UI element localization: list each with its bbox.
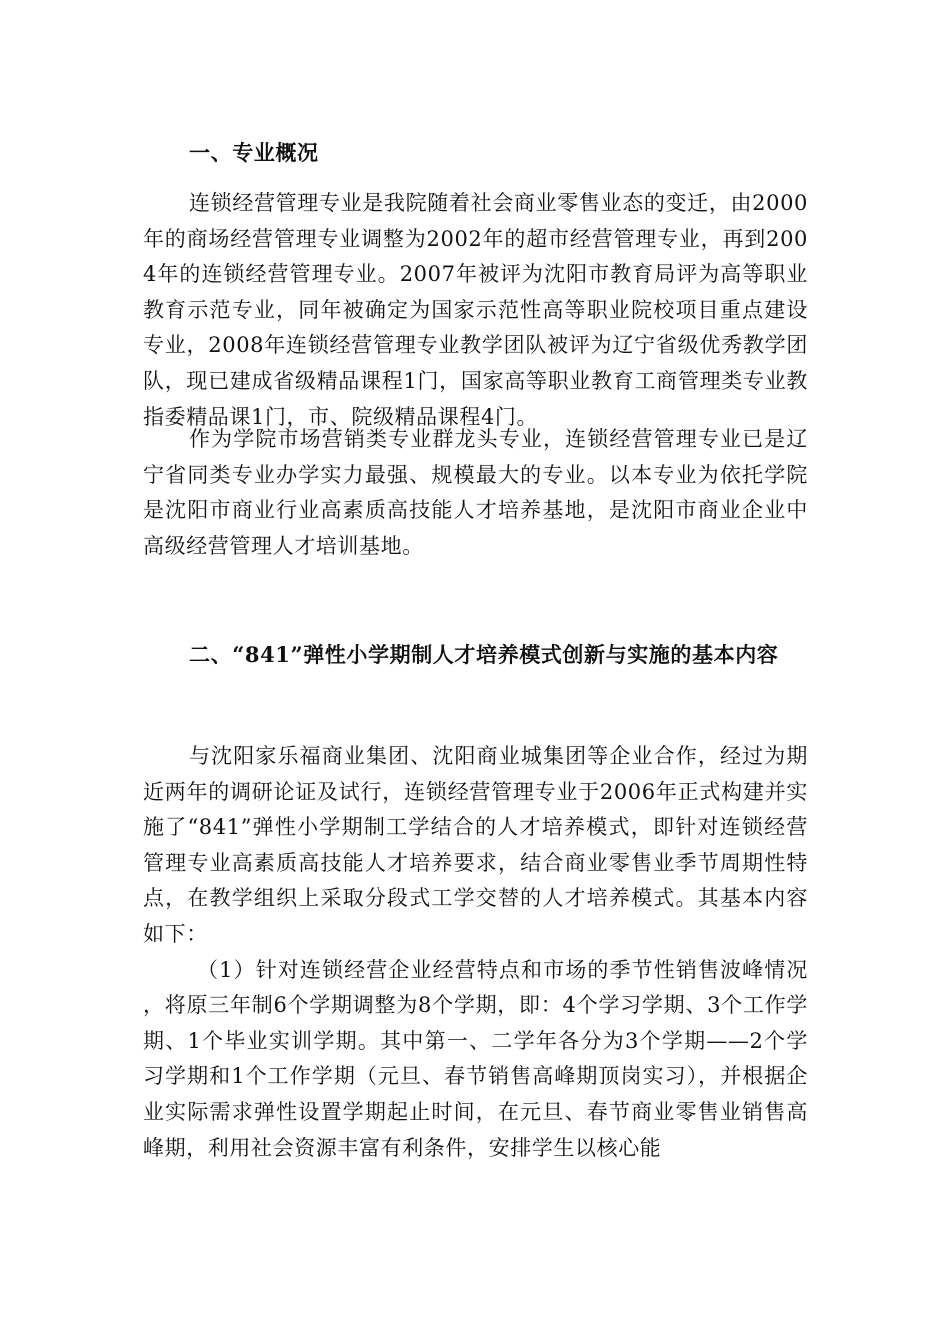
paragraph-text: 作为学院市场营销类专业群龙头专业，连锁经营管理专业已是辽宁省同类专业办学实力最强、规模最大的专业。以本专业为依托学院是沈阳市商业行业高素质高技能人才培养基地，是沈阳市商业企业中高级经营管理人才培训基地。 <box>143 427 808 558</box>
section-1-heading: 一、专业概况 <box>189 140 319 165</box>
list-item-text: （1）针对连锁经营企业经营特点和市场的季节性销售波峰情况，将原三年制6个学期调整为8个学期，即：4个学习学期、3个工作学期、1个毕业实训学期。其中第一、二学年各分为3个学期——2个学习学期和1个工作学期（元旦、春节销售高峰期顶岗实习），并根据企业实际需求弹性设置学期起止时间，在元旦、春节商业零售业销售高峰期，利用社会资源丰富有利条件，安排学生以核心能 <box>143 957 808 1160</box>
section-2-body <box>143 739 808 1166</box>
paragraph-text: 与沈阳家乐福商业集团、沈阳商业城集团等企业合作，经过为期近两年的调研论证及试行，连锁经营管理专业于2006年正式构建并实施了“841”弹性小学期制工学结合的人才培养模式，即针对连锁经营管理专业高素质高技能人才培养要求，结合商业零售业季节周期性特点，在教学组织上采取分段式工学交替的人才培养模式。其基本内容如下： <box>143 744 808 946</box>
section-2-heading: 二、“841”弹性小学期制人才培养模式创新与实施的基本内容 <box>189 642 779 667</box>
section-1-paragraph-2 <box>143 422 808 564</box>
paragraph-text: 连锁经营管理专业是我院随着社会商业零售业态的变迁，由2000年的商场经营管理专业调整为2002年的超市经营管理专业，再到2004年的连锁经营管理专业。2007年被评为沈阳市教育局评为高等职业教育示范专业，同年被确定为国家示范性高等职业院校项目重点建设专业，2008年连锁经营管理专业教学团队被评为辽宁省级优秀教学团队，现已建成省级精品课程1门，国家高等职业教育工商管理类专业教指委精品课1门，市、院级精品课程4门。 <box>143 191 808 429</box>
section-1-paragraph-1 <box>143 186 808 435</box>
